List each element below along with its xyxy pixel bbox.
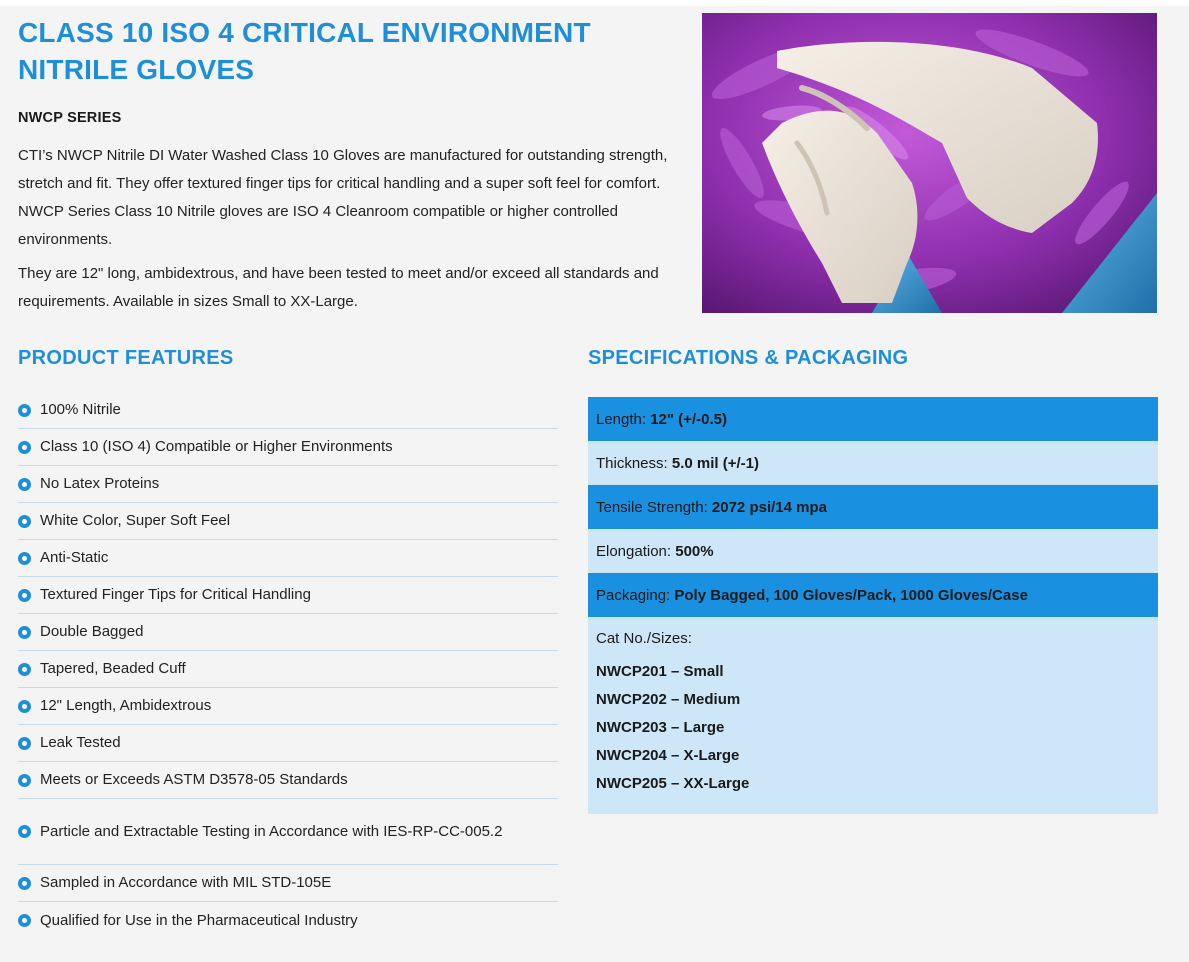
bullet-icon — [18, 626, 31, 639]
feature-item — [18, 651, 558, 688]
top-strip — [0, 0, 1189, 6]
bullet-icon — [18, 825, 31, 838]
bullet-icon — [18, 877, 31, 890]
catalog-label: Cat No./Sizes: — [596, 630, 692, 647]
feature-item — [18, 577, 558, 614]
feature-text: Double Bagged — [40, 623, 144, 640]
bullet-icon — [18, 404, 31, 417]
specs-heading: SPECIFICATIONS & PACKAGING — [588, 347, 909, 369]
spec-label: Packaging: — [596, 586, 675, 604]
bullet-icon — [18, 737, 31, 750]
page-title — [18, 14, 678, 88]
feature-list — [18, 392, 558, 939]
spec-value: Poly Bagged, 100 Gloves/Pack, 1000 Gloves/Case — [674, 586, 1028, 604]
feature-item — [18, 762, 558, 799]
feature-item — [18, 725, 558, 762]
feature-item — [18, 540, 558, 577]
bullet-icon — [18, 552, 31, 565]
catalog-item: NWCP202 – Medium — [596, 691, 741, 708]
catalog-sizes-block — [588, 617, 1158, 814]
catalog-item: NWCP203 – Large — [596, 719, 725, 736]
feature-text: Textured Finger Tips for Critical Handling — [40, 586, 311, 603]
feature-item — [18, 466, 558, 503]
specs-table — [588, 397, 1158, 814]
bullet-icon — [18, 700, 31, 713]
spec-value: 500% — [675, 542, 714, 560]
feature-item — [18, 865, 558, 902]
bullet-icon — [18, 774, 31, 787]
spec-value: 2072 psi/14 mpa — [711, 498, 827, 516]
feature-text: Anti-Static — [40, 549, 109, 566]
bullet-icon — [18, 441, 31, 454]
feature-text: Qualified for Use in the Pharmaceutical Industry — [40, 911, 358, 929]
spec-label: Length: — [596, 410, 651, 428]
spec-value: 5.0 mil (+/-1) — [671, 454, 759, 472]
feature-item — [18, 503, 558, 540]
feature-text: 12" Length, Ambidextrous — [40, 697, 212, 714]
feature-text: Particle and Extractable Testing in Accordance with IES-RP-CC-005.2 — [40, 822, 503, 840]
feature-text: Tapered, Beaded Cuff — [40, 660, 186, 677]
spec-row-length — [588, 397, 1158, 441]
feature-item — [18, 614, 558, 651]
feature-text: White Color, Super Soft Feel — [40, 512, 231, 529]
spec-row-packaging — [588, 573, 1158, 617]
features-heading: PRODUCT FEATURES — [18, 347, 234, 369]
page-title-line2: NITRILE GLOVES — [18, 54, 255, 85]
product-hero-image — [702, 13, 1157, 313]
catalog-item: NWCP201 – Small — [596, 663, 724, 680]
feature-text: Leak Tested — [40, 734, 121, 751]
bullet-icon — [18, 914, 31, 927]
series-label: NWCP SERIES — [18, 110, 122, 126]
spec-row-tensile-strength — [588, 485, 1158, 529]
description-paragraph-2: They are 12" long, ambidextrous, and have been tested to meet and/or exceed all standards and requirements. Available in sizes Small to XX-Large. — [18, 265, 659, 310]
feature-item — [18, 392, 558, 429]
catalog-item: NWCP204 – X-Large — [596, 747, 740, 764]
bullet-icon — [18, 515, 31, 528]
feature-text: Sampled in Accordance with MIL STD-105E — [40, 874, 332, 891]
feature-item — [18, 799, 558, 865]
feature-item — [18, 902, 558, 939]
catalog-item: NWCP205 – XX-Large — [596, 775, 750, 792]
bullet-icon — [18, 589, 31, 602]
bullet-icon — [18, 663, 31, 676]
feature-text: 100% Nitrile — [40, 401, 121, 418]
page-title-line1: CLASS 10 ISO 4 CRITICAL ENVIRONMENT — [18, 17, 591, 48]
spec-value: 12" (+/-0.5) — [650, 410, 727, 428]
description-paragraph-1: CTI’s NWCP Nitrile DI Water Washed Class 10 Gloves are manufactured for outstanding strength, stretch and fit. They offer textured finger tips for critical handling and a super soft feel for comfort. NWCP Series Class 10 Nitrile gloves are ISO 4 Cleanroom compatible or higher controlled environments. — [18, 147, 668, 248]
spec-label: Thickness: — [596, 454, 672, 472]
feature-item — [18, 688, 558, 725]
spec-row-thickness — [588, 441, 1158, 485]
spec-label: Elongation: — [596, 542, 676, 560]
bullet-icon — [18, 478, 31, 491]
feature-text: Meets or Exceeds ASTM D3578-05 Standards — [40, 771, 348, 788]
spec-row-elongation — [588, 529, 1158, 573]
feature-text: No Latex Proteins — [40, 475, 160, 492]
feature-item — [18, 429, 558, 466]
spec-label: Tensile Strength: — [596, 498, 712, 516]
feature-text: Class 10 (ISO 4) Compatible or Higher Environments — [40, 438, 393, 455]
